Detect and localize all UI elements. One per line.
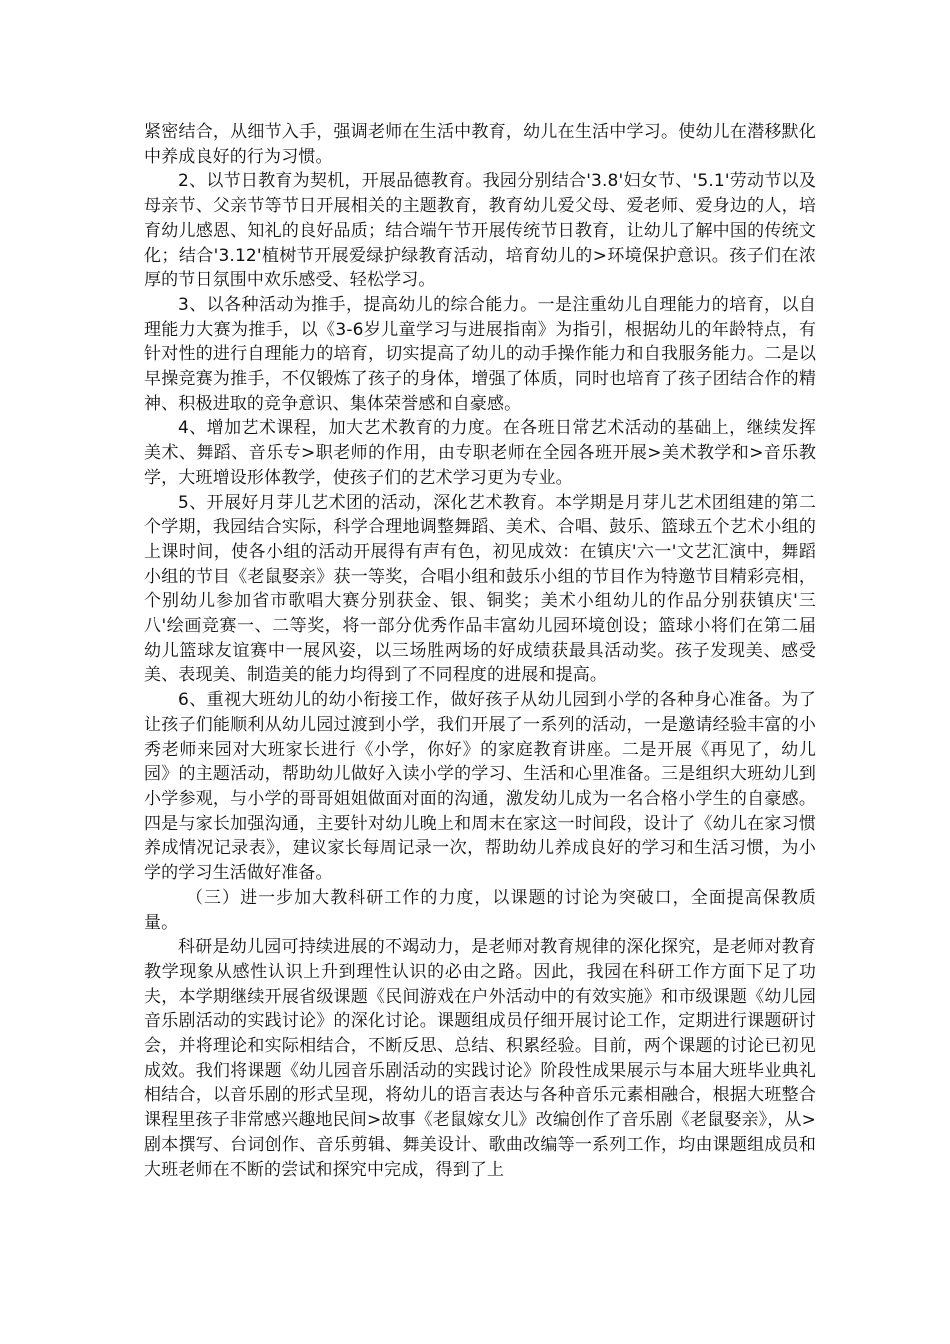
section-heading-research: （三）进一步加大教科研工作的力度，以课题的讨论为突破口，全面提高保教质量。 bbox=[144, 887, 816, 933]
paragraph-continuation: 紧密结合，从细节入手，强调老师在生活中教育，幼儿在生活中学习。使幼儿在潜移默化中养成良好的行为习惯。 bbox=[144, 122, 816, 167]
paragraph-research: 科研是幼儿园可持续进展的不竭动力，是老师对教育规律的深化探究，是老师对教育教学现象从感性认识上升到理性认识的必由之路。因此，我园在科研工作方面下足了功夫，本学期继续开展省级课题《民间游戏在户外活动中的有效实施》和市级课题《幼儿园音乐剧活动的实践讨论》的深化讨论。课题组成员仔细开展讨论工作，定期进行课题研讨会，并将理论和实际相结合，不断反思、总结、积累经验。目前，两个课题的讨论已初见成效。我们将课题《幼儿园音乐剧活动的实践讨论》阶段性成果展示与本届大班毕业典礼相结合，以音乐剧的形式呈现，将幼儿的语言表达与各种音乐元素相融合，根据大班整合课程里孩子非常感兴趣地民间>故事《老鼠嫁女儿》改编创作了音乐剧《老鼠娶亲》，从>剧本撰写、台词创作、音乐剪辑、舞美设计、歌曲改编等一系列工作，均由课题组成员和大班老师在不断的尝试和探究中完成，得到了上 bbox=[144, 937, 816, 1180]
paragraph-art-courses: 4、增加艺术课程，加大艺术教育的力度。在各班日常艺术活动的基础上，继续发挥美术、舞蹈、音乐专>职老师的作用，由专职老师在全园各班开展>美术教学和>音乐教学，大班增设形体教学，使孩子们的艺术学习更为专业。 bbox=[144, 418, 816, 488]
document-body bbox=[144, 120, 816, 1182]
paragraph-activities: 3、以各种活动为推手，提高幼儿的综合能力。一是注重幼儿自理能力的培育，以自理能力大赛为推手，以《3-6岁儿童学习与进展指南》为指引，根据幼儿的年龄特点，有针对性的进行自理能力的培育，切实提高了幼儿的动手操作能力和自我服务能力。二是以早操竞赛为推手，不仅锻炼了孩子的身体，增强了体质，同时也培育了孩子团结合作的精神、积极进取的竞争意识、集体荣誉感和自豪感。 bbox=[144, 294, 816, 414]
paragraph-art-troupe: 5、开展好月芽儿艺术团的活动，深化艺术教育。本学期是月芽儿艺术团组建的第二个学期，我园结合实际，科学合理地调整舞蹈、美术、合唱、鼓乐、篮球五个艺术小组的上课时间，使各小组的活动开展得有声有色，初见成效：在镇庆'六一'文艺汇演中，舞蹈小组的节目《老鼠娶亲》获一等奖，合唱小组和鼓乐小组的节目作为特邀节目精彩亮相，个别幼儿参加省市歌唱大赛分别获金、银、铜奖；美术小组幼儿的作品分别获镇庆'三八'绘画竞赛一、二等奖，将一部分优秀作品丰富幼儿园环境创设；篮球小将们在第二届幼儿篮球友谊赛中一展风姿，以三场胜两场的好成绩获最具活动奖。孩子发现美、感受美、表现美、制造美的能力均得到了不同程度的进展和提高。 bbox=[144, 492, 816, 686]
paragraph-festival-education: 2、以节日教育为契机，开展品德教育。我园分别结合'3.8'妇女节、'5.1'劳动节以及母亲节、父亲节等节日开展相关的主题教育，教育幼儿爱父母、爱老师、爱身边的人，培育幼儿感恩、知礼的良好品质；结合端午节开展传统节日教育，让幼儿了解中国的传统文化；结合'3.12'植树节开展爱绿护绿教育活动，培育幼儿的>环境保护意识。孩子们在浓厚的节日氛围中欢乐感受、轻松学习。 bbox=[144, 171, 816, 291]
paragraph-school-transition: 6、重视大班幼儿的幼小衔接工作，做好孩子从幼儿园到小学的各种身心准备。为了让孩子们能顺利从幼儿园过渡到小学，我们开展了一系列的活动，一是邀请经验丰富的小秀老师来园对大班家长进行《小学，你好》的家庭教育讲座。二是开展《再见了，幼儿园》的主题活动，帮助幼儿做好入读小学的学习、生活和心里准备。三是组织大班幼儿到小学参观，与小学的哥哥姐姐做面对面的沟通，激发幼儿成为一名合格小学生的自豪感。四是与家长加强沟通，主要针对幼儿晚上和周末在家这一时间段，设计了《幼儿在家习惯养成情况记录表》，建议家长每周记录一次，帮助幼儿养成良好的学习和生活习惯，为小学的学习生活做好准备。 bbox=[144, 690, 816, 884]
